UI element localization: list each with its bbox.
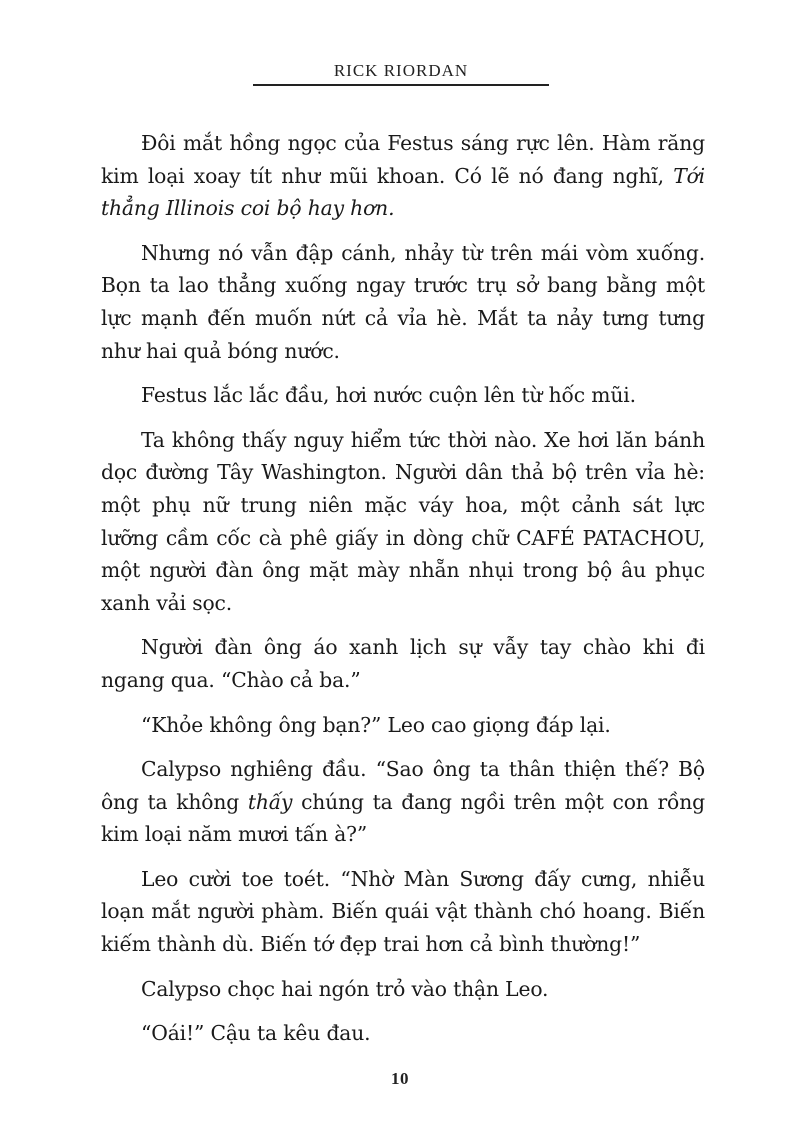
paragraph-4 [101,424,705,620]
paragraph-text: Ta không thấy nguy hiểm tức thời nào. Xe hơi lăn bánh dọc đường Tây Washington. Người dân thả bộ trên vỉa hè: một phụ nữ trung niên mặc váy hoa, một cảnh sát lực lưỡng cầm cốc cà phê giấy in dòng chữ CAFÉ PATACHOU, một người đàn ông mặt mày nhẵn nhụi trong bộ âu phục xanh vải sọc. [101,427,705,615]
paragraph-italic-text: Tới thẳng Illinois coi bộ hay hơn. [101,163,705,221]
paragraph-3 [101,379,705,412]
paragraph-6 [101,709,705,742]
paragraph-1 [101,127,705,225]
paragraph-5 [101,631,705,696]
page-body [101,127,705,1062]
paragraph-text: Đôi mắt hồng ngọc của Festus sáng rực lên. Hàm răng kim loại xoay tít như mũi khoan. Có lẽ nó đang nghĩ, [101,131,705,188]
paragraph-text: Leo cười toe toét. “Nhờ Màn Sương đấy cưng, nhiễu loạn mắt người phàm. Biến quái vật thành chó hoang. Biến kiếm thành dù. Biến tớ đẹp trai hơn cả bình thường!” [101,866,705,957]
paragraph-8 [101,863,705,961]
header-rule [253,84,549,86]
paragraph-text: Người đàn ông áo xanh lịch sự vẫy tay chào khi đi ngang qua. “Chào cả ba.” [101,635,705,692]
paragraph-7 [101,753,705,851]
paragraph-text: Festus lắc lắc đầu, hơi nước cuộn lên từ hốc mũi. [141,383,636,408]
paragraph-italic-text: thấy [247,789,293,814]
paragraph-10 [101,1017,705,1050]
paragraph-text: Calypso nghiêng đầu. “Sao ông ta thân thiện thế? Bộ ông ta không [101,757,705,814]
paragraph-9 [101,973,705,1006]
page-number: 10 [391,1069,409,1088]
paragraph-text: Calypso chọc hai ngón trỏ vào thận Leo. [141,976,549,1001]
paragraph-text: “Khỏe không ông bạn?” Leo cao giọng đáp lại. [141,712,611,737]
running-header [253,62,549,86]
author-name: RICK RIORDAN [333,61,469,80]
paragraph-text: Nhưng nó vẫn đập cánh, nhảy từ trên mái vòm xuống. Bọn ta lao thẳng xuống ngay trước trụ sở bang bằng một lực mạnh đến muốn nứt cả vỉa hè. Mắt ta nảy tưng tưng như hai quả bóng nước. [101,240,705,363]
paragraph-text: chúng ta đang ngồi trên một con rồng kim loại năm mươi tấn à?” [101,789,705,847]
paragraph-2 [101,237,705,367]
paragraph-text: “Oái!” Cậu ta kêu đau. [141,1021,371,1046]
